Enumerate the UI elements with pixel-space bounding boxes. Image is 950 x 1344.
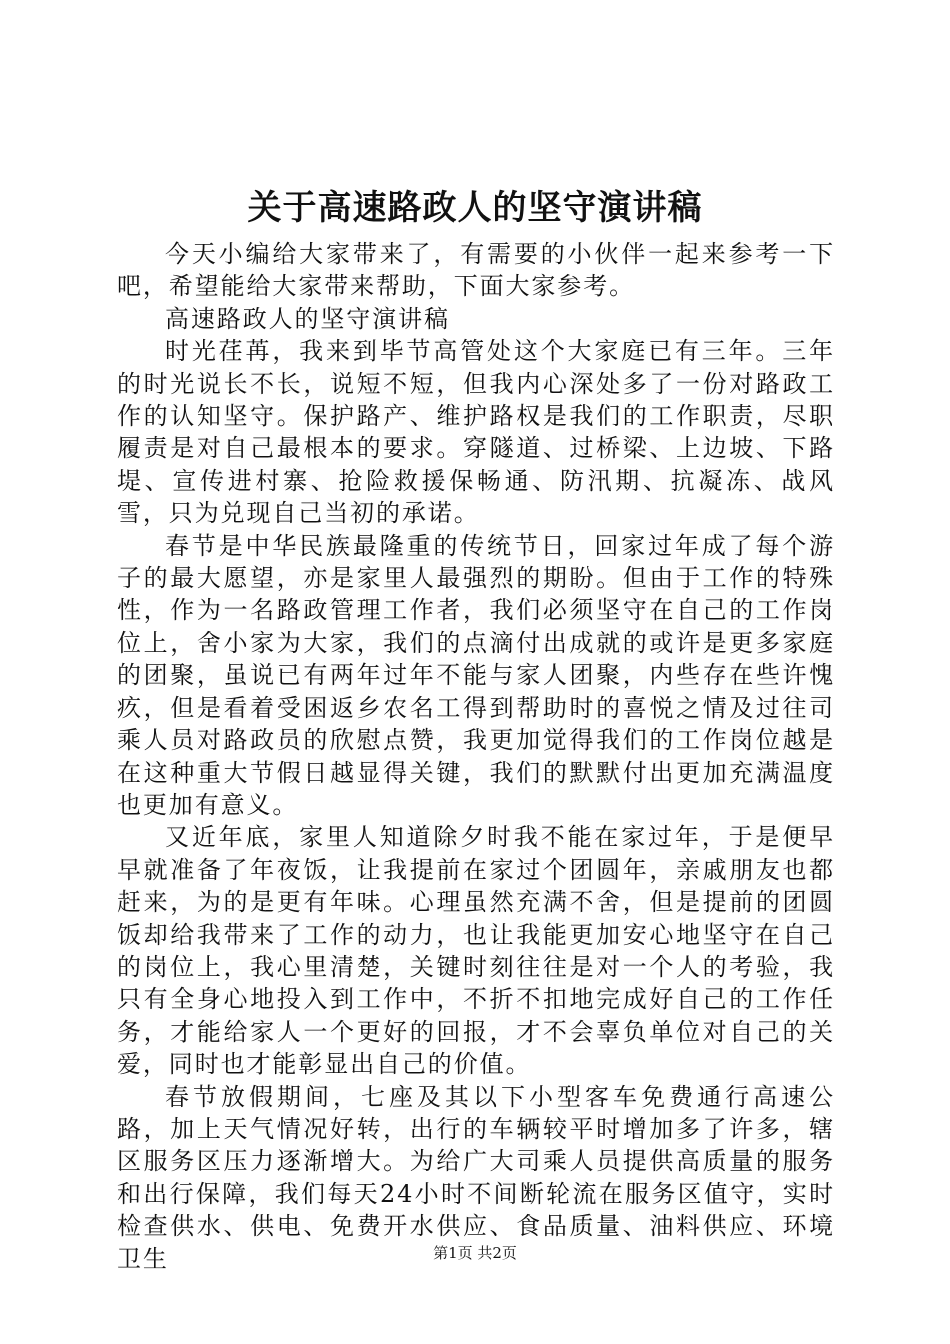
document-title: 关于高速路政人的坚守演讲稿 — [247, 188, 703, 228]
paragraph-intro: 今天小编给大家带来了，有需要的小伙伴一起来参考一下吧，希望能给大家带来帮助，下面大家参考。 — [117, 240, 835, 301]
paragraph-subtitle: 高速路政人的坚守演讲稿 — [165, 304, 450, 333]
paragraph-4: 春节放假期间，七座及其以下小型客车免费通行高速公路，加上天气情况好转，出行的车辆较平时增加多了许多，辖区服务区压力逐渐增大。为给广大司乘人员提供高质量的服务和出行保障，我们每天24小时不间断轮流在服务区值守，实时检查供水、供电、免费开水供应、食品质量、油料供应、环境卫生 — [117, 1082, 835, 1273]
paragraph-3: 又近年底，家里人知道除夕时我不能在家过年，于是便早早就准备了年夜饭，让我提前在家过个团圆年，亲戚朋友也都赶来，为的是更有年味。心理虽然充满不舍，但是提前的团圆饭却给我带来了工作的动力，也让我能更加安心地坚守在自己的岗位上，我心里清楚，关键时刻往往是对一个人的考验，我只有全身心地投入到工作中，不折不扣地完成好自己的工作任务，才能给家人一个更好的回报，才不会辜负单位对自己的关爱，同时也才能彰显出自己的价值。 — [117, 823, 835, 1079]
paragraph-1: 时光荏苒，我来到毕节高管处这个大家庭已有三年。三年的时光说长不长，说短不短，但我内心深处多了一份对路政工作的认知坚守。保护路产、维护路权是我们的工作职责，尽职履责是对自己最根本的要求。穿隧道、过桥梁、上边坡、下路堤、宣传进村寨、抢险救援保畅通、防汛期、抗凝冻、战风雪，只为兑现自己当初的承诺。 — [117, 337, 835, 528]
paragraph-2: 春节是中华民族最隆重的传统节日，回家过年成了每个游子的最大愿望，亦是家里人最强烈的期盼。但由于工作的特殊性，作为一名路政管理工作者，我们必须坚守在自己的工作岗位上，舍小家为大家，我们的点滴付出成就的或许是更多家庭的团聚，虽说已有两年过年不能与家人团聚，内些存在些许愧疚，但是看着受困返乡农名工得到帮助时的喜悦之情及过往司乘人员对路政员的欣慰点赞，我更加觉得我们的工作岗位越是在这种重大节假日越显得关键，我们的默默付出更加充满温度也更加有意义。 — [117, 531, 835, 819]
page-number-footer: 第1页 共2页 — [433, 1244, 517, 1262]
